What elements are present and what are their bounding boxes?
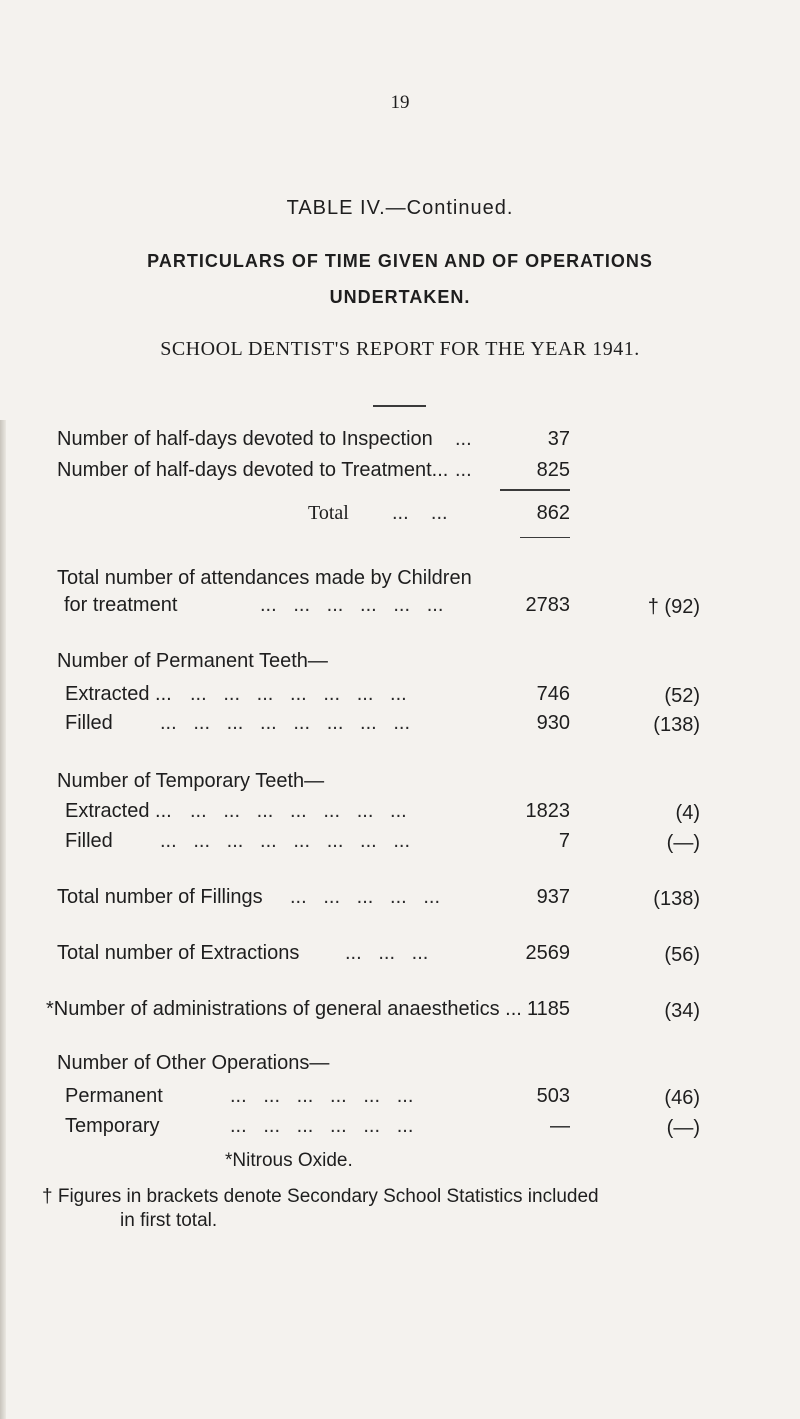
temporary-filled-label: Filled bbox=[65, 830, 113, 852]
anaesthetics-bracket: (34) bbox=[664, 1000, 700, 1022]
other-operations-heading: Number of Other Operations— bbox=[57, 1052, 330, 1074]
other-permanent-bracket: (46) bbox=[664, 1087, 700, 1109]
attendances-label-1: Total number of attendances made by Children bbox=[57, 567, 472, 589]
sum-rule bbox=[500, 489, 570, 491]
temporary-filled-value: 7 bbox=[558, 830, 570, 852]
fillings-bracket: (138) bbox=[653, 888, 700, 910]
leader-dots: ... ... ... ... ... ... ... bbox=[190, 800, 407, 822]
temporary-extracted-value: 1823 bbox=[525, 800, 570, 822]
other-permanent-value: 503 bbox=[536, 1085, 570, 1107]
treatment-value: 825 bbox=[536, 459, 570, 481]
page-number: 19 bbox=[390, 92, 410, 113]
attendances-value: 2783 bbox=[525, 594, 570, 616]
leader-dots: ... ... ... ... ... ... bbox=[230, 1115, 414, 1137]
total-underline bbox=[520, 537, 570, 538]
permanent-extracted-bracket: (52) bbox=[664, 685, 700, 707]
table-title: TABLE IV.—Continued. bbox=[286, 197, 514, 219]
extractions-value: 2569 bbox=[525, 942, 570, 964]
temporary-filled-bracket: (—) bbox=[666, 832, 700, 854]
permanent-filled-label: Filled bbox=[65, 712, 113, 734]
permanent-filled-bracket: (138) bbox=[653, 714, 700, 736]
inspection-value: 37 bbox=[547, 428, 570, 450]
leader-dots: ... ... ... ... ... bbox=[290, 886, 441, 908]
other-temporary-value: — bbox=[550, 1115, 570, 1137]
heading-line-2: UNDERTAKEN. bbox=[329, 287, 471, 307]
page-edge-shadow bbox=[0, 420, 6, 1419]
other-permanent-label: Permanent bbox=[65, 1085, 163, 1107]
footnote-brackets-line1: † Figures in brackets denote Secondary School Statistics included bbox=[42, 1186, 599, 1207]
temporary-extracted-label: Extracted ... bbox=[65, 800, 172, 822]
title-divider bbox=[373, 405, 426, 407]
leader-dots: ... ... bbox=[392, 502, 448, 524]
permanent-teeth-heading: Number of Permanent Teeth— bbox=[57, 650, 328, 672]
total-value: 862 bbox=[536, 502, 570, 524]
anaesthetics-label: *Number of administrations of general anaesthetics ... bbox=[46, 998, 522, 1020]
leader-dots: ... bbox=[455, 428, 472, 450]
permanent-extracted-label: Extracted ... bbox=[65, 683, 172, 705]
total-label: Total bbox=[308, 502, 349, 524]
treatment-label: Number of half-days devoted to Treatment... bbox=[57, 459, 449, 481]
leader-dots: ... ... ... ... ... ... ... bbox=[190, 683, 407, 705]
permanent-filled-value: 930 bbox=[536, 712, 570, 734]
leader-dots: ... ... ... ... ... ... ... ... bbox=[160, 712, 411, 734]
footnote-brackets-line2: in first total. bbox=[120, 1210, 218, 1231]
leader-dots: ... bbox=[455, 459, 472, 481]
fillings-label: Total number of Fillings bbox=[57, 886, 263, 908]
inspection-label: Number of half-days devoted to Inspection bbox=[57, 428, 433, 450]
extractions-bracket: (56) bbox=[664, 944, 700, 966]
attendances-bracket: † (92) bbox=[647, 596, 700, 618]
extractions-label: Total number of Extractions bbox=[57, 942, 300, 964]
other-temporary-bracket: (—) bbox=[666, 1117, 700, 1139]
anaesthetics-value: 1185 bbox=[526, 998, 570, 1020]
temporary-extracted-bracket: (4) bbox=[675, 802, 700, 824]
leader-dots: ... ... ... ... ... ... bbox=[230, 1085, 414, 1107]
leader-dots: ... ... ... ... ... ... bbox=[260, 594, 444, 616]
fillings-value: 937 bbox=[536, 886, 570, 908]
footnote-nitrous: *Nitrous Oxide. bbox=[225, 1150, 353, 1171]
permanent-extracted-value: 746 bbox=[536, 683, 570, 705]
leader-dots: ... ... ... bbox=[345, 942, 429, 964]
attendances-label-2: for treatment bbox=[64, 594, 178, 616]
leader-dots: ... ... ... ... ... ... ... ... bbox=[160, 830, 411, 852]
heading-line-1: PARTICULARS OF TIME GIVEN AND OF OPERATIONS bbox=[147, 251, 653, 271]
other-temporary-label: Temporary bbox=[65, 1115, 160, 1137]
report-title: SCHOOL DENTIST'S REPORT FOR THE YEAR 1941. bbox=[160, 338, 640, 360]
temporary-teeth-heading: Number of Temporary Teeth— bbox=[57, 770, 325, 792]
